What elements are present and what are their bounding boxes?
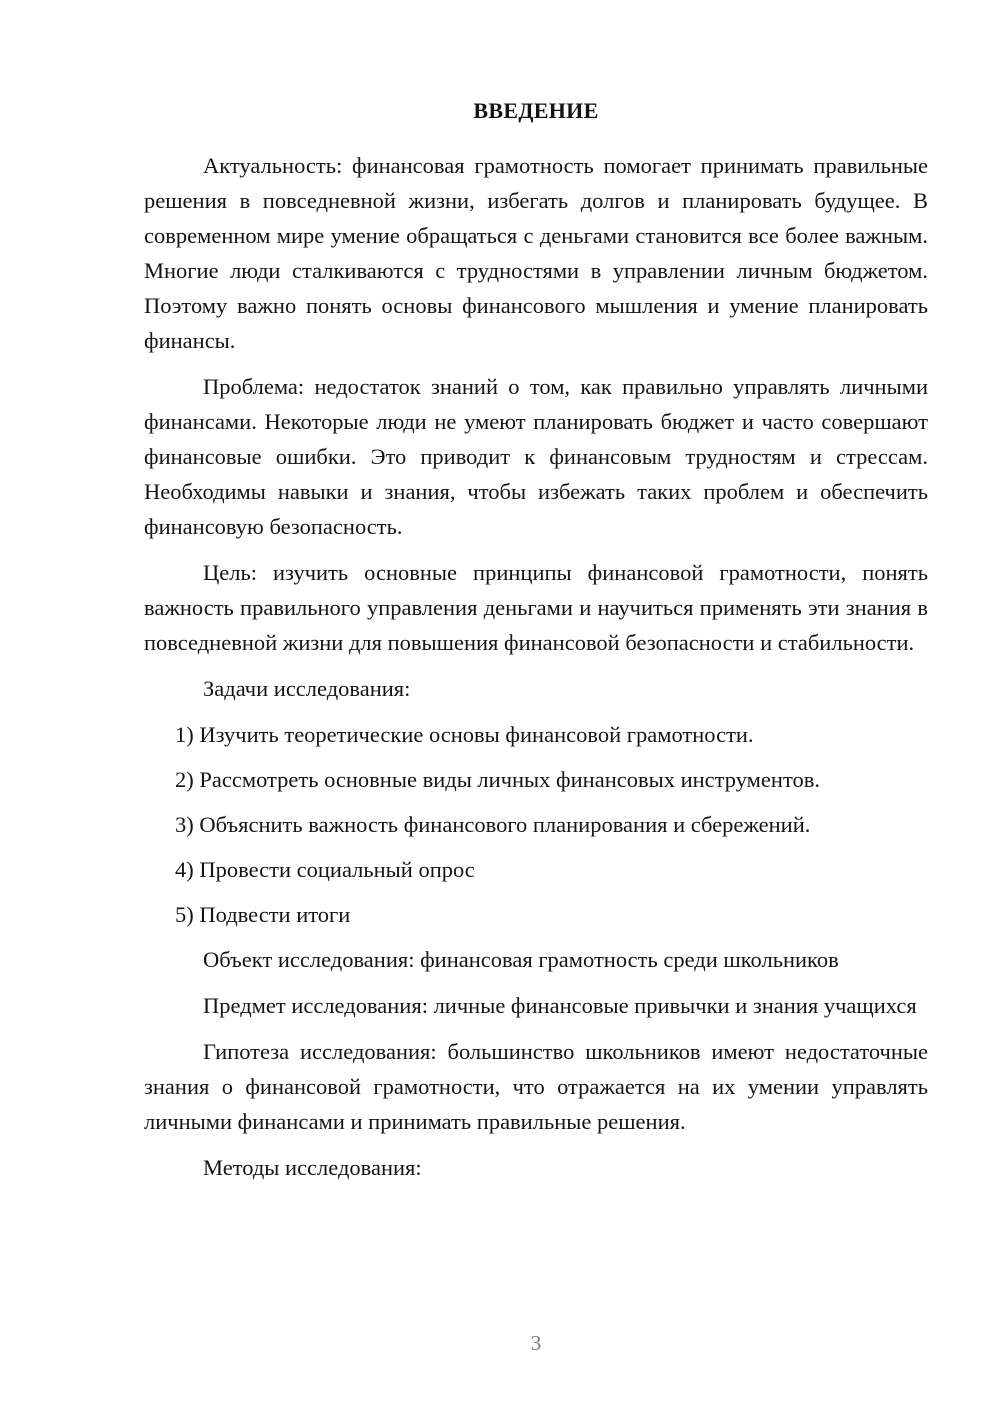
methods-heading: Методы исследования:: [203, 1155, 422, 1180]
task-item-2: 2) Рассмотреть основные виды личных финансовых инструментов.: [175, 767, 820, 792]
task-item-3: 3) Объяснить важность финансового планирования и сбережений.: [175, 812, 811, 837]
object-paragraph: Объект исследования: финансовая грамотность среди школьников: [203, 947, 839, 972]
task-item-1: 1) Изучить теоретические основы финансовой грамотности.: [175, 722, 754, 747]
section-title: ВВЕДЕНИЕ: [473, 98, 599, 123]
goal-paragraph: Цель: изучить основные принципы финансовой грамотности, понять важность правильного управления деньгами и научиться применять эти знания в повседневной жизни для повышения финансовой безопасности и стабильности.: [144, 560, 928, 655]
page-number: 3: [530, 1331, 542, 1355]
problem-paragraph: Проблема: недостаток знаний о том, как правильно управлять личными финансами. Некоторые люди не умеют планировать бюджет и часто совершают финансовые ошибки. Это приводит к финансовым трудностям и стрессам. Необходимы навыки и знания, чтобы избежать таких проблем и обеспечить финансовую безопасность.: [144, 374, 928, 539]
task-item-5: 5) Подвести итоги: [175, 902, 351, 927]
subject-paragraph: Предмет исследования: личные финансовые привычки и знания учащихся: [203, 993, 917, 1018]
relevance-paragraph: Актуальность: финансовая грамотность помогает принимать правильные решения в повседневной жизни, избегать долгов и планировать будущее. В современном мире умение обращаться с деньгами становится все более важным. Многие люди сталкиваются с трудностями в управлении личным бюджетом. Поэтому важно понять основы финансового мышления и умение планировать финансы.: [144, 153, 928, 353]
hypothesis-paragraph: Гипотеза исследования: большинство школьников имеют недостаточные знания о финансовой грамотности, что отражается на их умении управлять личными финансами и принимать правильные решения.: [144, 1039, 928, 1134]
tasks-heading: Задачи исследования:: [203, 676, 411, 701]
tasks-list: [144, 717, 928, 932]
page-content: [144, 94, 928, 1196]
task-item-4: 4) Провести социальный опрос: [175, 857, 475, 882]
